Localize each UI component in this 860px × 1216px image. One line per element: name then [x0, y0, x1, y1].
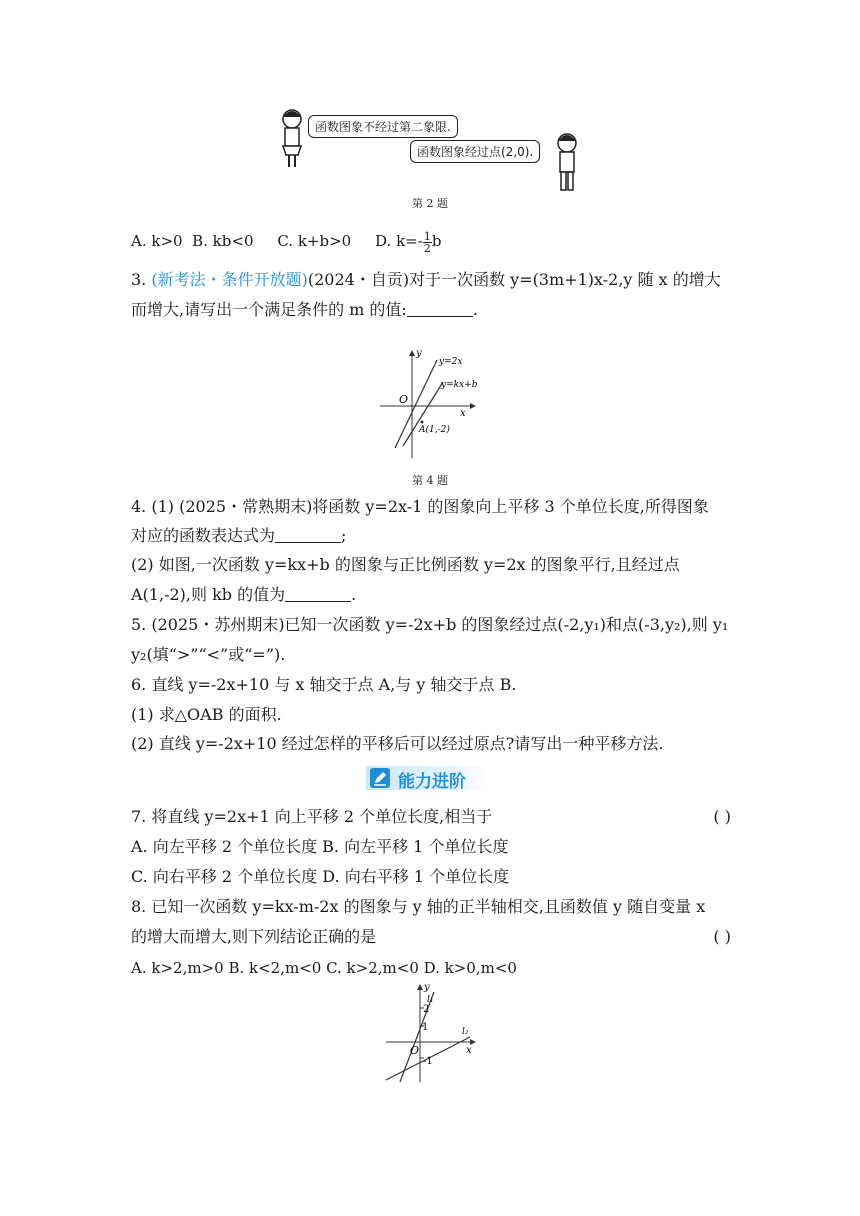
q6-line1: 6. 直线 y=-2x+10 与 x 轴交于点 A,与 y 轴交于点 B.: [131, 675, 517, 694]
q8-line1: 8. 已知一次函数 y=kx-m-2x 的图象与 y 轴的正半轴相交,且函数值 y 随自变量 x: [131, 897, 706, 916]
axis-label-x: x: [466, 1045, 472, 1056]
figure-caption-q2: 第 2 题: [412, 197, 448, 210]
q7-options-cd: C. 向右平移 2 个单位长度 D. 向右平移 1 个单位长度: [131, 867, 510, 886]
pencil-icon: [370, 768, 390, 788]
axis-label-y: y: [424, 982, 430, 993]
answer-blank[interactable]: [285, 585, 351, 602]
tick-label-2: 2: [423, 1004, 430, 1015]
q5-line2: y₂(填“>”“<”或“=”).: [131, 645, 286, 664]
origin-label: O: [410, 1044, 420, 1057]
q8-options: A. k>2,m>0 B. k<2,m<0 C. k>2,m<0 D. k>0,m<0: [131, 959, 517, 977]
q7-options-ab: A. 向左平移 2 个单位长度 B. 向左平移 1 个单位长度: [131, 837, 509, 856]
line-label-y2x: y=2x: [439, 357, 463, 367]
q2-option-c: C. k+b>0: [277, 232, 352, 250]
figure-q4-graph: [375, 348, 490, 463]
q4-line1: 4. (1) (2025・常熟期末)将函数 y=2x-1 的图象向上平移 3 个单位长度,所得图象: [131, 497, 709, 516]
q4-line4: A(1,-2),则 kb 的值为 .: [131, 585, 357, 604]
q3-line1: [131, 269, 721, 291]
girl-figure: [283, 110, 301, 167]
tick-label-1: 1: [422, 1022, 429, 1033]
q6-line2: (1) 求△OAB 的面积.: [131, 705, 282, 724]
axis-label-y: y: [416, 348, 422, 359]
q3-line2: 而增大,请写出一个满足条件的 m 的值: .: [131, 300, 478, 319]
line-label-l1: l₁: [427, 995, 434, 1005]
q3-number: 3.: [131, 270, 147, 289]
line-label-ykxb: y=kx+b: [441, 380, 478, 390]
q4-line2: 对应的函数表达式为 ;: [131, 526, 347, 545]
speech-bubble-boy: 函数图象经过点(2,0).: [410, 140, 540, 163]
fraction-half: $\frac{1}{2}$: [423, 229, 431, 255]
line-label-l2: l₂: [462, 1027, 469, 1037]
q3-tag: (新考法・条件开放题): [151, 270, 308, 289]
speech-bubble-girl: 函数图象不经过第二象限.: [308, 115, 458, 138]
answer-blank[interactable]: [275, 526, 341, 543]
boy-figure: [558, 134, 576, 190]
figure-caption-q4: 第 4 题: [412, 474, 448, 487]
q2-option-b: B. kb<0: [192, 232, 254, 250]
q7-stem: 7. 将直线 y=2x+1 向上平移 2 个单位长度,相当于 ( ): [131, 807, 731, 826]
q3-text: (2024・自贡)对于一次函数 y=(3m+1)x-2,y 随 x 的增大: [307, 270, 721, 289]
q2-options: [131, 230, 441, 254]
answer-paren[interactable]: ( ): [713, 807, 731, 826]
q2-option-d: D. k=- $\frac{1}{2}$ b: [375, 229, 442, 255]
q6-line3: (2) 直线 y=-2x+10 经过怎样的平移后可以经过原点?请写出一种平移方法.: [131, 734, 664, 753]
axis-label-x: x: [460, 408, 466, 419]
section-title: 能力进阶: [398, 772, 466, 792]
origin-label: O: [399, 393, 409, 406]
q4-line3: (2) 如图,一次函数 y=kx+b 的图象与正比例函数 y=2x 的图象平行,且经过点: [131, 555, 680, 574]
q2-option-a: A. k>0: [131, 232, 183, 250]
answer-paren[interactable]: ( ): [713, 927, 731, 946]
q5-line1: 5. (2025・苏州期末)已知一次函数 y=-2x+b 的图象经过点(-2,y₁)和点(-3,y₂),则 y₁: [131, 615, 729, 634]
answer-blank[interactable]: [407, 300, 473, 317]
section-banner: [366, 766, 486, 790]
point-label-a: A(1,-2): [419, 425, 450, 435]
figure-q9-graph: [378, 982, 488, 1087]
q8-line2: 的增大而增大,则下列结论正确的是 ( ): [131, 927, 731, 946]
tick-label-minus-1: -1: [423, 1056, 433, 1067]
